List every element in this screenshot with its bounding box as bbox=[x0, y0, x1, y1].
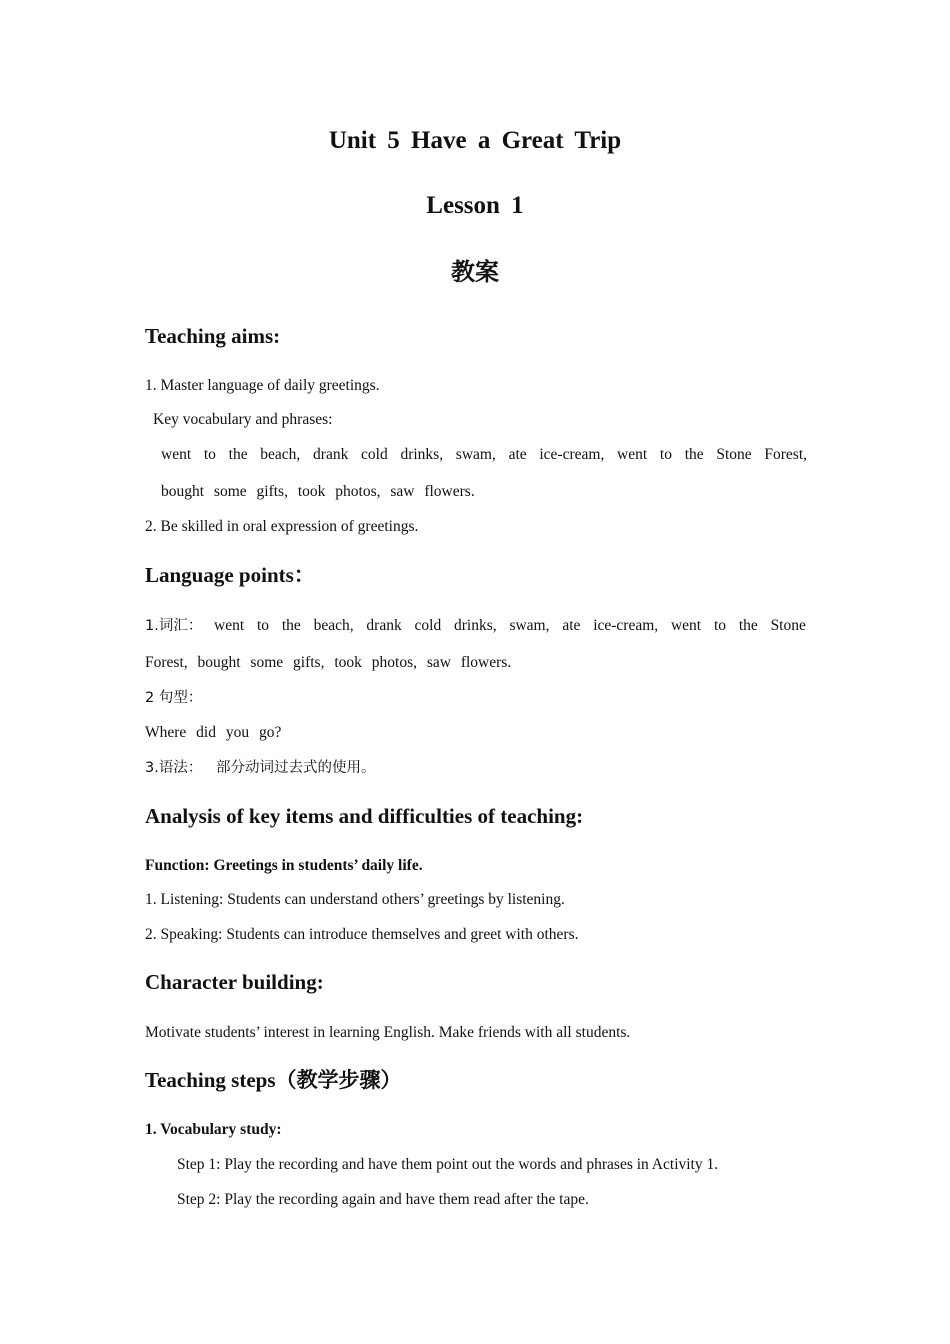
vocab-word: the bbox=[684, 446, 704, 463]
character-building-heading: Character building: bbox=[145, 970, 324, 994]
function-line: Function: Greetings in students’ daily life. bbox=[145, 857, 423, 874]
lp-vocab-line-2: Forest, bought some gifts, took photos, saw flowers. bbox=[145, 654, 512, 671]
unit-title: Unit 5 Have a Great Trip bbox=[328, 127, 622, 154]
vocab-word: beach, bbox=[260, 446, 301, 463]
grammar-label: 3.语法： bbox=[145, 760, 203, 776]
vocab-word: swam, bbox=[455, 446, 496, 463]
vocab-word: drank bbox=[313, 446, 349, 463]
vocabulary-study-heading: 1. Vocabulary study: bbox=[145, 1121, 282, 1138]
vocab-word: cold bbox=[361, 446, 388, 463]
vocab-word: Stone bbox=[770, 617, 806, 634]
vocab-word: drinks, bbox=[400, 446, 444, 463]
analysis-item-1: 1. Listening: Students can understand others’ greetings by listening. bbox=[145, 891, 565, 908]
aim-item-1: 1. Master language of daily greetings. bbox=[145, 377, 380, 394]
aim-item-2: 2. Be skilled in oral expression of greetings. bbox=[145, 518, 419, 535]
vocab-word: cold bbox=[414, 617, 442, 634]
language-points-heading: Language points： bbox=[145, 563, 315, 587]
vocab-word: the bbox=[228, 446, 248, 463]
vocab-word: went bbox=[214, 617, 245, 634]
vocab-word: Forest, bbox=[764, 446, 807, 463]
aim-vocab-line-1 bbox=[161, 445, 807, 465]
vocab-word: went bbox=[617, 446, 648, 463]
vocab-word: the bbox=[281, 617, 301, 634]
lesson-plan-subtitle: 教案 bbox=[451, 258, 499, 286]
step-1: Step 1: Play the recording and have them point out the words and phrases in Activity 1. bbox=[177, 1156, 719, 1173]
vocab-word: ate bbox=[562, 617, 581, 634]
lesson-title: Lesson 1 bbox=[426, 192, 524, 219]
vocab-word: swam, bbox=[509, 617, 550, 634]
key-vocab-label: Key vocabulary and phrases: bbox=[153, 411, 333, 428]
vocab-word: beach, bbox=[313, 617, 354, 634]
vocab-word: drank bbox=[366, 617, 402, 634]
analysis-heading: Analysis of key items and difficulties of teaching: bbox=[145, 804, 584, 828]
vocab-word: the bbox=[738, 617, 758, 634]
vocab-word: went bbox=[161, 446, 192, 463]
vocab-word: Stone bbox=[716, 446, 752, 463]
sentence-pattern-example: Where did you go? bbox=[145, 724, 282, 741]
vocab-word: to bbox=[203, 446, 216, 463]
vocab-word: to bbox=[713, 617, 726, 634]
character-building-text: Motivate students’ interest in learning English. Make friends with all students. bbox=[145, 1024, 631, 1041]
lp-vocab-prefix bbox=[145, 616, 202, 636]
vocab-word: ate bbox=[508, 446, 527, 463]
vocab-word: to bbox=[659, 446, 672, 463]
vocab-word: ice-cream, bbox=[593, 617, 659, 634]
sentence-pattern-label: 2 句型： bbox=[145, 690, 203, 706]
vocab-word: drinks, bbox=[454, 617, 497, 634]
step-2: Step 2: Play the recording again and have them read after the tape. bbox=[177, 1191, 589, 1208]
vocab-word: ice-cream, bbox=[539, 446, 605, 463]
grammar-text: 部分动词过去式的使用。 bbox=[216, 760, 376, 776]
vocab-word: went bbox=[670, 617, 702, 634]
aim-vocab-line-2: bought some gifts, took photos, saw flowers. bbox=[161, 483, 475, 500]
teaching-aims-heading: Teaching aims: bbox=[145, 324, 281, 348]
analysis-item-2: 2. Speaking: Students can introduce themselves and greet with others. bbox=[145, 926, 579, 943]
lp-vocab-label: 1.词汇： bbox=[145, 618, 203, 634]
vocab-word: to bbox=[256, 617, 270, 634]
teaching-steps-heading: Teaching steps（教学步骤） bbox=[145, 1068, 402, 1092]
lp-vocab-line-1 bbox=[214, 616, 806, 636]
